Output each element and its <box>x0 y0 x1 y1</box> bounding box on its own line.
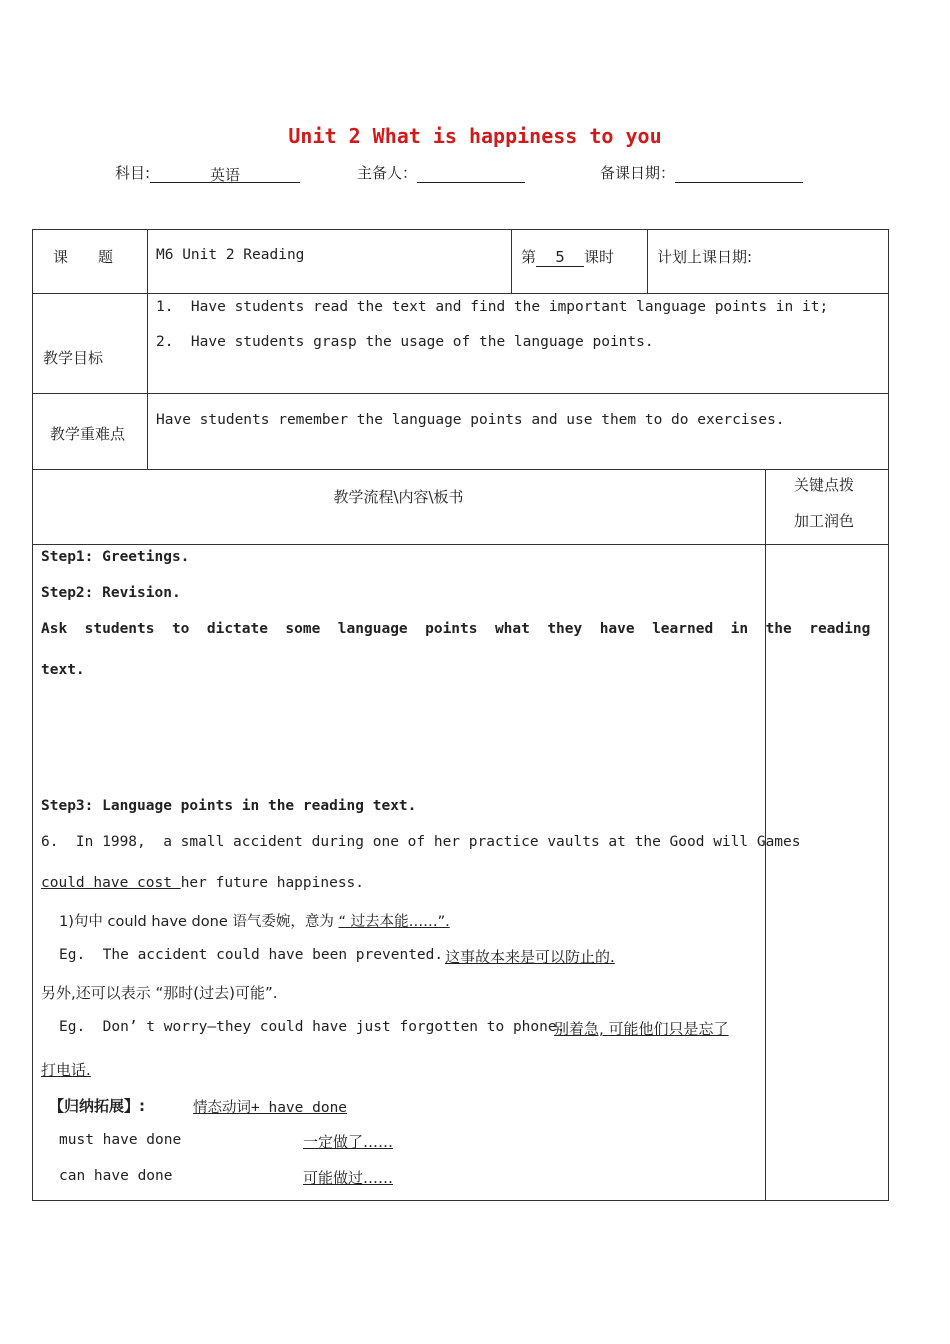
side-header: 关键点拨 <box>794 476 855 494</box>
note-1-text: 1)句中 could have done 语气委婉，意为 <box>59 914 339 930</box>
step2-heading: Step2: Revision. <box>41 585 181 601</box>
example-2-translation: 打电话. <box>41 1061 91 1079</box>
divider <box>32 293 889 294</box>
document-title: Unit 2 What is happiness to you <box>288 124 662 148</box>
prep-date-field <box>600 162 803 183</box>
example-2: Eg. Don’ t worry—they could have just forgotten to phone. <box>59 1019 566 1035</box>
prep-date-label: 备课日期： <box>600 164 676 182</box>
step1-heading: Step1: Greetings. <box>41 549 190 565</box>
lesson-suffix: 课时 <box>584 248 615 266</box>
expand-pattern: 情态动词+ have done <box>193 1100 348 1116</box>
divider <box>647 229 648 293</box>
revision-text: Ask students to dictate some language points what they have learned in the reading <box>41 621 871 637</box>
divider <box>32 544 889 545</box>
example-2-translation: 别着急, 可能他们只是忘了 <box>554 1020 729 1038</box>
goals-label: 教学目标 <box>43 349 104 367</box>
divider <box>32 393 889 394</box>
lesson-prefix: 第 <box>521 248 537 266</box>
plan-date-label: 计划上课日期: <box>657 248 753 266</box>
key-points-label: 教学重难点 <box>50 425 126 443</box>
topic-label: 课 题 <box>53 248 114 266</box>
topic-value: M6 Unit 2 Reading <box>156 247 305 263</box>
can-have-done-meaning: 可能做过…… <box>303 1169 394 1187</box>
side-header: 加工润色 <box>794 512 855 530</box>
note-2: 另外,还可以表示 “那时(过去)可能”. <box>41 984 278 1002</box>
divider <box>147 229 148 470</box>
point-6-text: 6. In 1998, a small accident during one of her practice vaults at the Good will Games <box>41 834 801 850</box>
example-1-translation: 这事故本来是可以防止的. <box>445 948 615 966</box>
point-6-text <box>41 875 364 891</box>
must-have-done-meaning: 一定做了…… <box>303 1133 394 1151</box>
point-6-underlined: could have cost <box>41 875 181 891</box>
point-6-rest: her future happiness. <box>180 875 365 891</box>
goal-item: 2. Have students grasp the usage of the language points. <box>156 334 654 350</box>
expand-label: 【归纳拓展】: <box>49 1097 145 1115</box>
subject-field <box>115 162 300 183</box>
note-1-meaning: “ 过去本能……”. <box>338 914 450 930</box>
preparer-field <box>357 162 525 183</box>
lesson-number-field <box>521 246 614 267</box>
divider <box>511 229 512 293</box>
process-header: 教学流程\内容\板书 <box>333 488 464 506</box>
subject-value: 英语 <box>150 164 300 183</box>
step3-heading: Step3: Language points in the reading text. <box>41 798 417 814</box>
preparer-label: 主备人： <box>357 164 418 182</box>
example-1: Eg. The accident could have been prevented. <box>59 947 444 963</box>
preparer-blank <box>417 164 525 183</box>
must-have-done: must have done <box>59 1132 182 1148</box>
goal-item: 1. Have students read the text and find the important language points in it; <box>156 299 829 315</box>
lesson-number: 5 <box>536 248 584 267</box>
note-1 <box>59 910 450 931</box>
key-points-value: Have students remember the language points and use them to do exercises. <box>156 412 785 428</box>
can-have-done: can have done <box>59 1168 173 1184</box>
subject-label: 科目: <box>115 164 151 182</box>
revision-text: text. <box>41 662 85 678</box>
prep-date-blank <box>675 164 803 183</box>
